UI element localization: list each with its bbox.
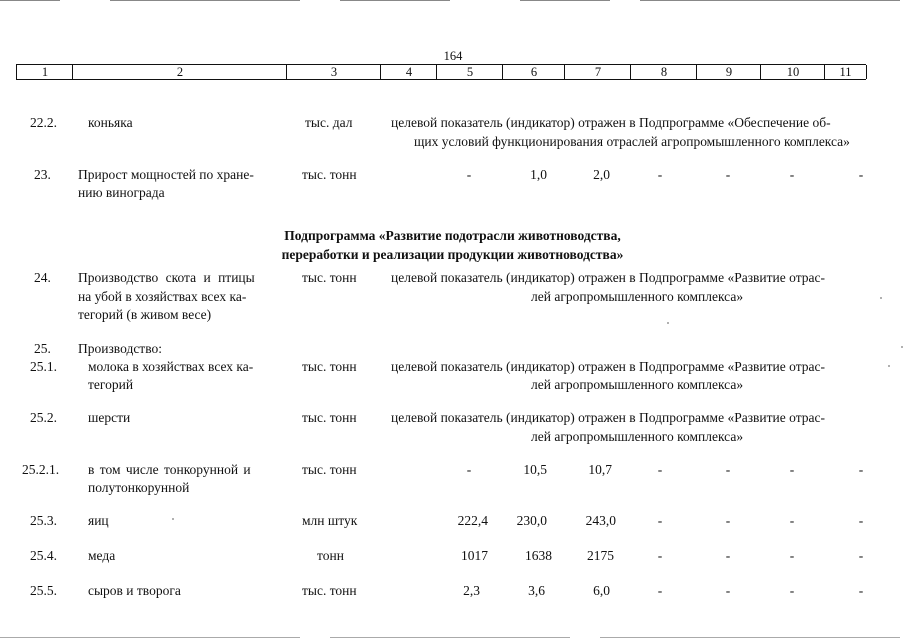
row-number: 23. bbox=[34, 167, 51, 182]
indicator-name: сыров и творога bbox=[88, 583, 181, 598]
indicator-name: меда bbox=[88, 548, 116, 563]
value-cell: 6,0 bbox=[593, 583, 610, 598]
indicator-note: лей агропромышленного комплекса» bbox=[531, 377, 744, 392]
value-cell: 10,7 bbox=[588, 462, 612, 477]
row-number: 25.2.1. bbox=[22, 462, 60, 477]
row-number: 25.3. bbox=[30, 513, 57, 528]
value-cell: - bbox=[858, 513, 864, 528]
value-cell: 2175 bbox=[587, 548, 614, 563]
value-cell: - bbox=[858, 167, 864, 182]
indicator-name: на убой в хозяйствах всех ка- bbox=[78, 289, 247, 304]
value-cell: - bbox=[657, 548, 663, 563]
indicator-name: Прирост мощностей по хране- bbox=[78, 167, 254, 182]
indicator-note: щих условий функционирования отраслей агропромышленного комплекса» bbox=[414, 134, 850, 149]
scan-artifact bbox=[330, 637, 570, 638]
scan-artifact bbox=[600, 637, 900, 638]
indicator-name: молока в хозяйствах всех ка- bbox=[88, 359, 254, 374]
value-cell: 222,4 bbox=[457, 513, 488, 528]
value-cell: - bbox=[657, 583, 663, 598]
value-cell: 243,0 bbox=[585, 513, 616, 528]
indicator-note: лей агропромышленного комплекса» bbox=[531, 429, 744, 444]
value-cell: - bbox=[725, 167, 731, 182]
indicator-name: Производство: bbox=[78, 341, 162, 356]
value-cell: 2,3 bbox=[463, 583, 480, 598]
indicator-note: целевой показатель (индикатор) отражен в Подпрограмме «Развитие отрас- bbox=[391, 410, 826, 425]
section-heading: переработки и реализации продукции животноводства» bbox=[281, 247, 624, 262]
value-cell: - bbox=[725, 513, 731, 528]
value-cell: - bbox=[789, 462, 795, 477]
column-header: 1 bbox=[16, 65, 73, 79]
scan-artifact bbox=[110, 0, 300, 1]
unit: тонн bbox=[317, 548, 344, 563]
unit: тыс. тонн bbox=[302, 359, 357, 374]
column-header: 9 bbox=[696, 65, 761, 79]
indicator-name: тегорий (в живом весе) bbox=[78, 307, 212, 322]
scan-artifact bbox=[520, 0, 610, 1]
value-cell: - bbox=[657, 462, 663, 477]
section-heading: Подпрограмма «Развитие подотрасли животноводства, bbox=[284, 228, 621, 243]
indicator-name: нию винограда bbox=[78, 185, 165, 200]
page-number: 164 bbox=[443, 49, 463, 63]
scan-speck bbox=[667, 322, 669, 324]
value-cell: 1017 bbox=[461, 548, 488, 563]
row-number: 24. bbox=[34, 270, 51, 285]
row-number: 25.4. bbox=[30, 548, 57, 563]
scan-speck bbox=[880, 297, 882, 299]
value-cell: 1638 bbox=[525, 548, 552, 563]
value-cell: - bbox=[466, 167, 472, 182]
indicator-note: целевой показатель (индикатор) отражен в Подпрограмме «Развитие отрас- bbox=[391, 359, 826, 374]
value-cell: 10,5 bbox=[523, 462, 547, 477]
unit: тыс. дал bbox=[305, 115, 353, 130]
value-cell: - bbox=[789, 583, 795, 598]
indicator-note: лей агропромышленного комплекса» bbox=[531, 289, 744, 304]
value-cell: 3,6 bbox=[528, 583, 545, 598]
value-cell: - bbox=[725, 548, 731, 563]
row-number: 25.2. bbox=[30, 410, 57, 425]
value-cell: - bbox=[725, 462, 731, 477]
value-cell: - bbox=[725, 583, 731, 598]
scan-artifact bbox=[640, 0, 900, 1]
value-cell: - bbox=[657, 167, 663, 182]
scan-speck bbox=[888, 365, 890, 367]
scan-artifact bbox=[340, 0, 450, 1]
value-cell: - bbox=[858, 548, 864, 563]
column-header: 11 bbox=[824, 65, 867, 79]
indicator-note: целевой показатель (индикатор) отражен в Подпрограмме «Развитие отрас- bbox=[391, 270, 826, 285]
column-header: 2 bbox=[72, 65, 287, 79]
value-cell: - bbox=[789, 167, 795, 182]
value-cell: - bbox=[789, 548, 795, 563]
scan-artifact bbox=[0, 0, 60, 1]
column-header: 10 bbox=[760, 65, 825, 79]
value-cell: - bbox=[858, 583, 864, 598]
indicator-name: тегорий bbox=[88, 377, 134, 392]
column-header: 3 bbox=[286, 65, 381, 79]
row-number: 25.5. bbox=[30, 583, 57, 598]
column-header: 5 bbox=[436, 65, 503, 79]
indicator-name: яиц bbox=[88, 513, 109, 528]
column-header: 4 bbox=[380, 65, 437, 79]
column-header: 7 bbox=[564, 65, 631, 79]
row-number: 22.2. bbox=[30, 115, 57, 130]
unit: млн штук bbox=[302, 513, 358, 528]
value-cell: - bbox=[466, 462, 472, 477]
row-number: 25.1. bbox=[30, 359, 57, 374]
value-cell: 230,0 bbox=[516, 513, 547, 528]
indicator-note: целевой показатель (индикатор) отражен в Подпрограмме «Обеспечение об- bbox=[391, 115, 831, 130]
unit: тыс. тонн bbox=[302, 270, 357, 285]
unit: тыс. тонн bbox=[302, 167, 357, 182]
indicator-name: в том числе тонкорунной и bbox=[88, 462, 251, 477]
unit: тыс. тонн bbox=[302, 410, 357, 425]
value-cell: - bbox=[789, 513, 795, 528]
column-header: 8 bbox=[630, 65, 697, 79]
indicator-name: полутонкорунной bbox=[88, 480, 190, 495]
unit: тыс. тонн bbox=[302, 462, 357, 477]
column-header-row bbox=[16, 64, 866, 80]
unit: тыс. тонн bbox=[302, 583, 357, 598]
row-number: 25. bbox=[34, 341, 51, 356]
value-cell: 1,0 bbox=[530, 167, 547, 182]
indicator-name: шерсти bbox=[88, 410, 131, 425]
value-cell: - bbox=[858, 462, 864, 477]
scan-speck bbox=[901, 346, 903, 348]
column-header: 6 bbox=[502, 65, 565, 79]
scan-speck bbox=[172, 518, 174, 520]
value-cell: - bbox=[657, 513, 663, 528]
indicator-name: коньяка bbox=[88, 115, 133, 130]
indicator-name: Производство скота и птицы bbox=[78, 270, 255, 285]
value-cell: 2,0 bbox=[593, 167, 610, 182]
scan-artifact bbox=[0, 637, 300, 638]
